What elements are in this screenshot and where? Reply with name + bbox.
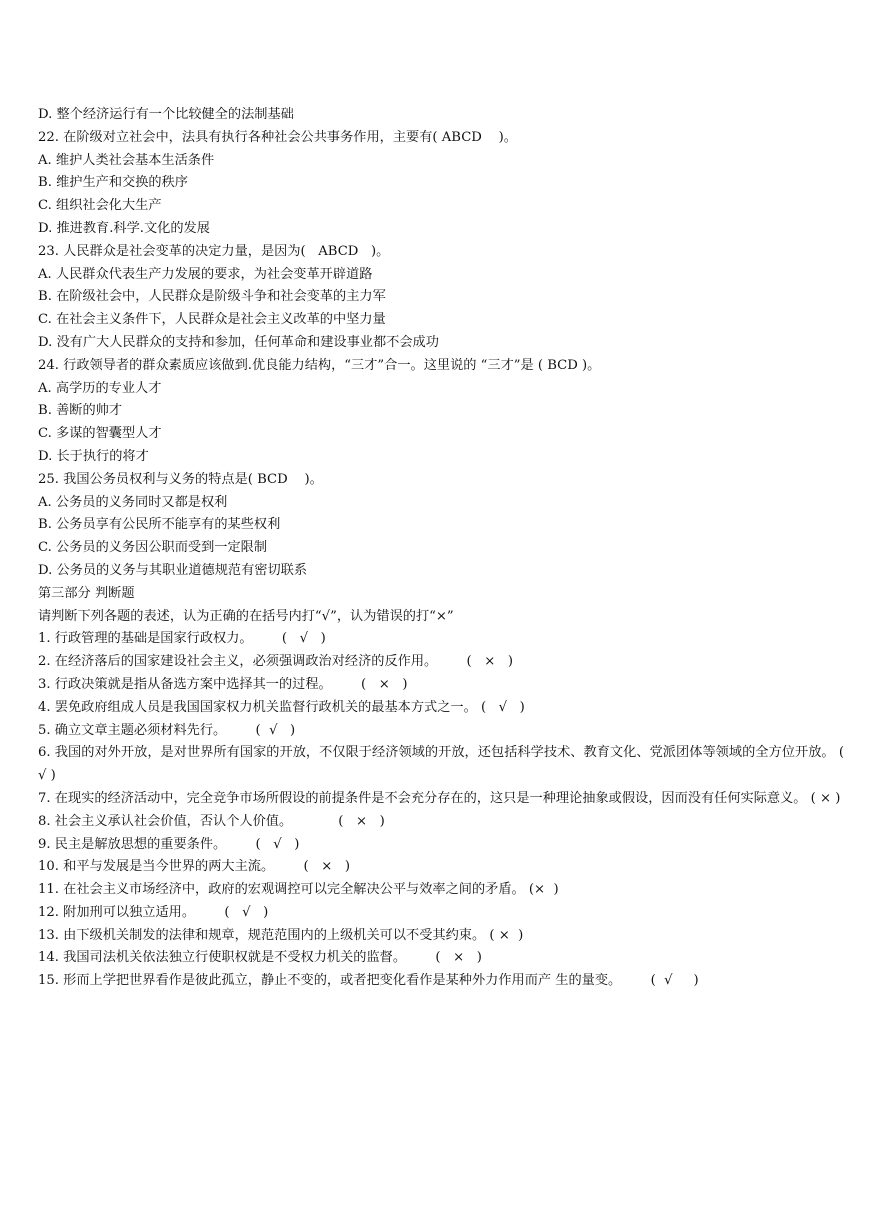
q24-option-b: B. 善断的帅才 <box>38 403 123 419</box>
q22-option-a: A. 维护人类社会基本生活条件 <box>38 152 215 168</box>
section-instructions: 请判断下列各题的表述，认为正确的在括号内打“√”，认为错误的打“×” <box>38 608 454 624</box>
judgement-item-9: 9. 民主是解放思想的重要条件。 ( √ ) <box>38 836 300 852</box>
section-heading: 第三部分 判断题 <box>38 585 135 601</box>
judgement-item-12: 12. 附加刑可以独立适用。 ( √ ) <box>38 904 269 920</box>
q23-option-b: B. 在阶级社会中，人民群众是阶级斗争和社会变革的主力军 <box>38 289 386 305</box>
judgement-item-15: 15. 形而上学把世界看作是彼此孤立，静止不变的，或者把变化看作是某种外力作用而产 生的量变。 ( √ ) <box>38 973 699 989</box>
judgement-item-14: 14. 我国司法机关依法独立行使职权就是不受权力机关的监督。 ( × ) <box>38 950 482 966</box>
q21-option-d: D. 整个经济运行有一个比较健全的法制基础 <box>38 107 294 122</box>
judgement-item-6: 6. 我国的对外开放，是对世界所有国家的开放，不仅限于经济领域的开放，还包括科学技术、教育文化、党派团体等领域的全方位开放。 ( √ ) <box>38 745 844 784</box>
q24-option-c: C. 多谋的智囊型人才 <box>38 426 162 442</box>
judgement-item-11: 11. 在社会主义市场经济中，政府的宏观调控可以完全解决公平与效率之间的矛盾。 (× ) <box>38 882 559 898</box>
judgement-item-8: 8. 社会主义承认社会价值，否认个人价值。 ( × ) <box>38 813 385 829</box>
judgement-item-13: 13. 由下级机关制发的法律和规章，规范范围内的上级机关可以不受其约束。 ( × ) <box>38 927 524 943</box>
judgement-item-10: 10. 和平与发展是当今世界的两大主流。 ( × ) <box>38 859 350 875</box>
judgement-item-2: 2. 在经济落后的国家建设社会主义，必须强调政治对经济的反作用。 ( × ) <box>38 654 514 670</box>
judgement-item-7: 7. 在现实的经济活动中，完全竞争市场所假设的前提条件是不会充分存在的，这只是一种理论抽象或假设，因而没有任何实际意义。 ( × ) <box>38 790 841 806</box>
judgement-item-3: 3. 行政决策就是指从备选方案中选择其一的过程。 ( × ) <box>38 676 408 692</box>
judgement-item-1: 1. 行政管理的基础是国家行政权力。 ( √ ) <box>38 631 326 647</box>
q22-question: 22. 在阶级对立社会中，法具有执行各种社会公共事务作用，主要有( ABCD )。 <box>38 129 517 145</box>
q23-option-d: D. 没有广大人民群众的支持和参加，任何革命和建设事业都不会成功 <box>38 334 439 350</box>
q25-option-d: D. 公务员的义务与其职业道德规范有密切联系 <box>38 562 308 578</box>
q24-option-a: A. 高学历的专业人才 <box>38 380 162 396</box>
q23-question: 23. 人民群众是社会变革的决定力量，是因为( ABCD )。 <box>38 243 390 259</box>
q23-option-c: C. 在社会主义条件下，人民群众是社会主义改革的中坚力量 <box>38 312 386 328</box>
q22-option-c: C. 组织社会化大生产 <box>38 198 162 214</box>
q25-option-b: B. 公务员享有公民所不能享有的某些权利 <box>38 517 281 533</box>
q22-option-d: D. 推进教育.科学.文化的发展 <box>38 220 210 236</box>
q25-option-c: C. 公务员的义务因公职而受到一定限制 <box>38 540 268 556</box>
q24-option-d: D. 长于执行的将才 <box>38 448 149 464</box>
judgement-item-5: 5. 确立文章主题必须材料先行。 ( √ ) <box>38 722 296 738</box>
q23-option-a: A. 人民群众代表生产力发展的要求，为社会变革开辟道路 <box>38 266 373 282</box>
q22-option-b: B. 维护生产和交换的秩序 <box>38 175 188 191</box>
q25-option-a: A. 公务员的义务同时又都是权利 <box>38 494 228 510</box>
q25-question: 25. 我国公务员权利与义务的特点是( BCD )。 <box>38 471 323 487</box>
judgement-item-4: 4. 罢免政府组成人员是我国国家权力机关监督行政机关的最基本方式之一。 ( √ ) <box>38 699 525 715</box>
document-page <box>38 104 844 993</box>
q24-question: 24. 行政领导者的群众素质应该做到.优良能力结构，“三才”合一。这里说的 “三才”是 ( BCD )。 <box>38 357 601 373</box>
